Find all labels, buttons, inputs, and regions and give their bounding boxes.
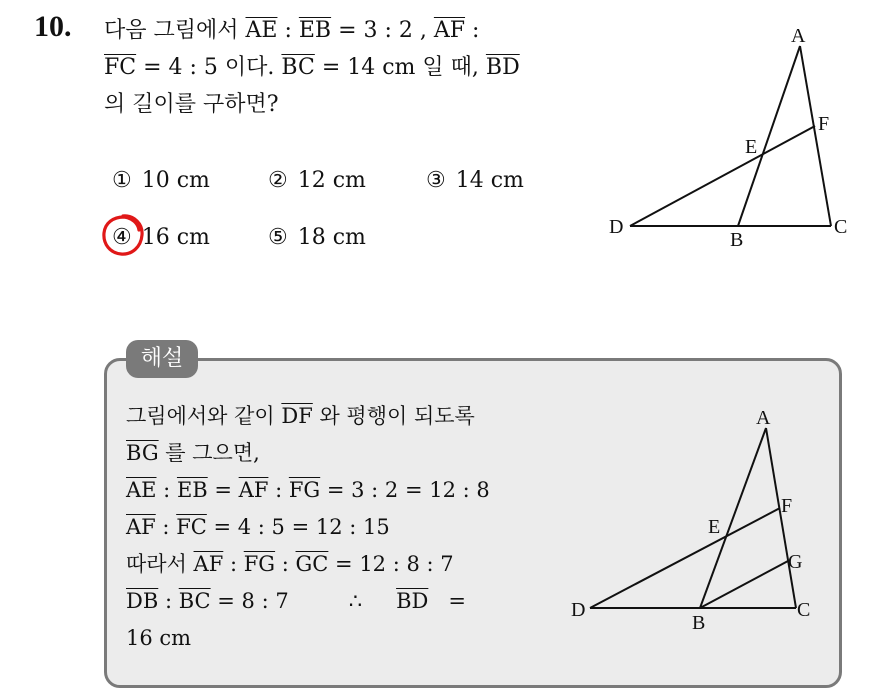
choice-number: ①: [112, 168, 132, 193]
label-d: D: [609, 216, 624, 238]
choice-text: 16 cm: [141, 225, 210, 250]
text-segment: = 8 : 7: [210, 589, 289, 613]
segment-fg: $\overline{FG}$: [243, 552, 276, 576]
segment-ae: $\overline{AE}$: [126, 478, 157, 502]
solution-badge: 해설: [126, 340, 198, 378]
label-b: B: [730, 229, 744, 251]
text-segment: 다음 그림에서: [104, 18, 246, 43]
text-segment: :: [223, 552, 244, 576]
solution-line-6: [126, 583, 556, 620]
text-segment: 를 그으면,: [158, 441, 260, 465]
label-e: E: [708, 516, 721, 538]
side-ac: [766, 428, 796, 608]
segment-bc: $\overline{BC}$: [178, 589, 211, 613]
segment-bg: $\overline{BG}$: [126, 441, 159, 465]
label-e: E: [745, 136, 758, 158]
text-segment: = 3 : 2 ,: [331, 18, 434, 43]
solution-line-4: [126, 509, 556, 546]
label-c: C: [797, 599, 811, 621]
text-segment: =: [448, 589, 466, 613]
solution-line-1: [126, 398, 556, 435]
segment-eb: $\overline{EB}$: [298, 18, 332, 43]
segment-fc: $\overline{FC}$: [104, 55, 137, 80]
choice-2[interactable]: [268, 168, 366, 193]
label-g: G: [788, 551, 803, 573]
solution-line-7: 16 cm: [126, 626, 192, 650]
label-a: A: [756, 407, 771, 429]
text-segment: 와 평행이 되도록: [312, 404, 475, 428]
segment-eb: $\overline{EB}$: [176, 478, 208, 502]
choice-text: 10 cm: [141, 168, 210, 193]
side-ac: [800, 46, 831, 226]
segment-bd: $\overline{BD}$: [485, 55, 520, 80]
choice-number: ⑤: [268, 225, 288, 250]
choice-text: 12 cm: [297, 168, 366, 193]
label-d: D: [571, 599, 586, 621]
choice-number: ④: [112, 225, 132, 250]
text-segment: =: [207, 478, 239, 502]
text-segment: = 3 : 2 = 12 : 8: [320, 478, 490, 502]
text-segment: :: [158, 589, 179, 613]
label-c: C: [834, 216, 848, 238]
segment-af: $\overline{AF}$: [238, 478, 269, 502]
question-line-3: 의 길이를 구하면?: [104, 92, 279, 117]
segment-fc: $\overline{FC}$: [176, 515, 207, 539]
line-bg: [700, 561, 788, 608]
segment-fg: $\overline{FG}$: [288, 478, 321, 502]
label-f: F: [818, 113, 830, 135]
choice-3[interactable]: [426, 168, 524, 193]
choice-text: 14 cm: [455, 168, 524, 193]
solution-line-3: [126, 472, 556, 509]
line-df: [630, 126, 815, 226]
question-line-2: [104, 49, 584, 86]
label-b: B: [692, 612, 706, 632]
solution-text: [126, 398, 556, 657]
text-segment: :: [156, 478, 177, 502]
text-segment: :: [155, 515, 177, 539]
label-f: F: [781, 495, 793, 517]
segment-db: $\overline{DB}$: [126, 589, 159, 613]
choice-5[interactable]: [268, 225, 366, 250]
segment-bc: $\overline{BC}$: [281, 55, 315, 80]
solution-triangle-figure: [565, 400, 825, 632]
question-text: [104, 12, 584, 123]
solution-line-5: [126, 546, 556, 583]
segment-ae: $\overline{AE}$: [245, 18, 278, 43]
text-segment: 그림에서와 같이: [126, 404, 282, 428]
segment-df: $\overline{DF}$: [281, 404, 313, 428]
solution-line-2: [126, 435, 556, 472]
question-line-1: [104, 12, 584, 49]
choice-text: 18 cm: [297, 225, 366, 250]
text-segment: :: [277, 18, 299, 43]
question-number: 10.: [34, 10, 72, 43]
segment-af: $\overline{AF}$: [193, 552, 224, 576]
text-segment: = 12 : 8 : 7: [328, 552, 454, 576]
text-segment: = 4 : 5 이다.: [136, 55, 282, 80]
choice-number: ②: [268, 168, 288, 193]
segment-af: $\overline{AF}$: [433, 18, 466, 43]
choice-number: ③: [426, 168, 446, 193]
text-segment: :: [465, 18, 480, 43]
label-a: A: [791, 25, 806, 47]
segment-gc: $\overline{GC}$: [295, 552, 329, 576]
answer-circle-mark: [100, 212, 146, 258]
choice-1[interactable]: [112, 168, 210, 193]
triangle-figure: [600, 18, 860, 254]
text-segment: :: [275, 552, 296, 576]
segment-bd: $\overline{BD}$: [396, 589, 429, 613]
text-segment: = 4 : 5 = 12 : 15: [206, 515, 390, 539]
text-segment: = 14 cm 일 때,: [314, 55, 486, 80]
segment-af: $\overline{AF}$: [126, 515, 156, 539]
therefore-symbol: ∴: [348, 589, 363, 613]
text-segment: 따라서: [126, 552, 194, 576]
line-df: [590, 508, 780, 608]
text-segment: :: [268, 478, 289, 502]
